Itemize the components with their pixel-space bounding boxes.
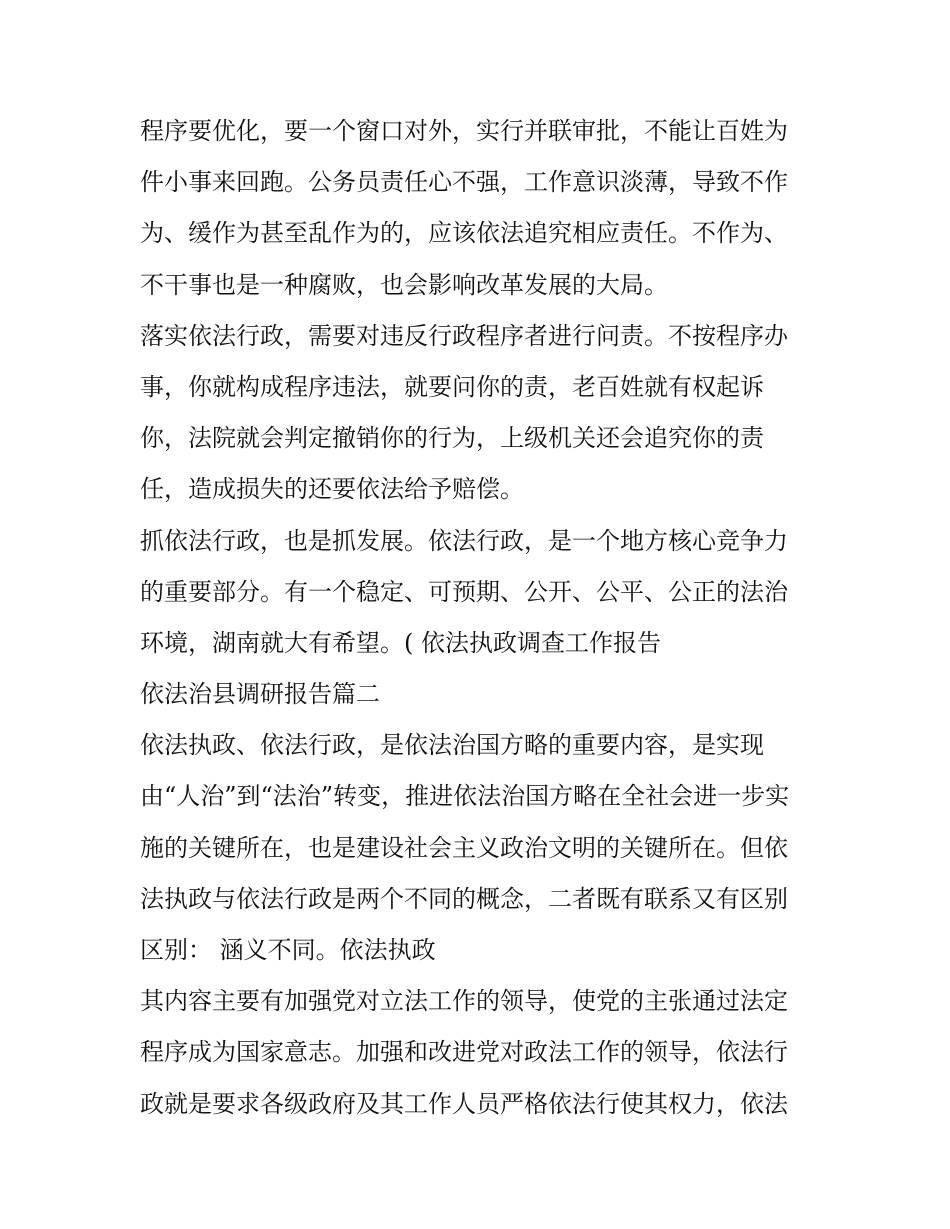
text-line: 不干事也是一种腐败，也会影响改革发展的大局。	[140, 270, 668, 299]
text-line: 任，造成损失的还要依法给予赔偿。	[140, 475, 524, 504]
text-line: 的重要部分。有一个稳定、可预期、公开、公平、公正的法治	[140, 577, 788, 606]
text-line: 依法执政、依法行政，是依法治国方略的重要内容，是实现	[140, 731, 764, 760]
text-line: 抓依法行政，也是抓发展。依法行政，是一个地方核心竞争力	[140, 526, 788, 555]
section-heading: 依法治县调研报告篇二	[140, 680, 380, 709]
text-line: 落实依法行政，需要对违反行政程序者进行问责。不按程序办	[140, 321, 788, 350]
text-line: 施的关键所在，也是建设社会主义政治文明的关键所在。但依	[140, 833, 788, 862]
text-line: 程序成为国家意志。加强和改进党对政法工作的领导，依法行	[140, 1038, 788, 1067]
body-text	[140, 106, 830, 1130]
text-line: 政就是要求各级政府及其工作人员严格依法行使其权力，依法	[140, 1089, 788, 1118]
text-line: 环境，湖南就大有希望。( 依法执政调查工作报告	[140, 628, 661, 657]
text-line: 事，你就构成程序违法，就要问你的责，老百姓就有权起诉	[140, 372, 764, 401]
text-line: 为、缓作为甚至乱作为的，应该依法追究相应责任。不作为、	[140, 219, 788, 248]
text-line: 件小事来回跑。公务员责任心不强，工作意识淡薄，导致不作	[140, 168, 788, 197]
text-line: 区别： 涵义不同。依法执政	[140, 936, 436, 964]
text-line: 你，法院就会判定撤销你的行为，上级机关还会追究你的责	[140, 424, 764, 453]
text-line: 由“人治”到“法治”转变，推进依法治国方略在全社会进一步实	[140, 782, 790, 811]
text-line: 其内容主要有加强党对立法工作的领导，使党的主张通过法定	[140, 987, 788, 1016]
text-line: 法执政与依法行政是两个不同的概念，二者既有联系又有区别	[140, 884, 788, 913]
text-line: 程序要优化，要一个窗口对外，实行并联审批，不能让百姓为	[140, 117, 788, 145]
